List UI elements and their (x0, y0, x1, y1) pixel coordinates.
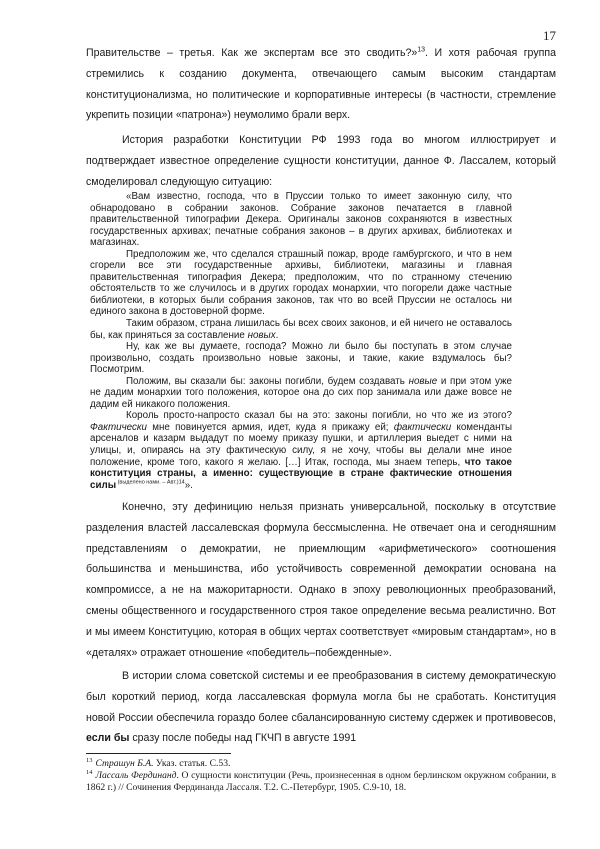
footnote-13: $^{13}$ Страшун Б.А. Указ. статья. С.53. (86, 756, 231, 769)
quote-paragraph-6: Король просто-напросто сказал бы на это: законы погибли, но что же из этого? Фактически мне повинуется армия, идет, куда я прикажу ей; фактически коменданты арсеналов и казарм выдадут по моему приказу пушки, и артиллерия выедет с ними на улицы, и, опираясь на эту фактическую силу, я не хочу, чтобы вы делали мне иное положение, кроме того, какого я желаю. […] Итак, господа, мы знаем теперь, что такое конституция страны, а именно: существующие в стране фактические отношения силы $^{(выделено нами. - Авт.)14}$». (90, 410, 513, 491)
page-number: 17 (543, 28, 556, 43)
paragraph: Правительстве – третья. Как же экспертам все это сводить?»$^{13}$. И хотя рабочая группа стремились к созданию документа, отвечающего самым высоким стандартам конституционализма, но политические и корпоративные интересы (в частности, стремление укрепить позиции «патрона») неумолимо брали верх. (86, 46, 556, 122)
quote-paragraph-2: Предположим же, что сделался страшный пожар, вроде гамбургского, и что в нем сгорели все эти государственные архивы, библиотеки, магазины и главная правительственная типография Декера; предположим, что по странному стечению обстоятельств то же случилось и в других городах монархии, что погорели даже частные библиотеки, в которых были собрания законов, так что во всей Пруссии не осталось ни единого закона в достоверной форме. (90, 248, 512, 318)
paragraph-lassalle-intro: История разработки Конституции РФ 1993 года во многом иллюстрирует и подтверждает известное определение сущности конституции, данное Ф. Лассалем, который смоделировал следующую ситуацию: (86, 134, 556, 188)
paragraph-continuation (86, 43, 556, 126)
quote-paragraph-1: «Вам известно, господа, что в Пруссии только то имеет законную силу, что обнародовано в собрании законов. Собрание законов печатается в главной правительственной типографии Декера. Оригиналы законов сохраняются в известных государственных архивах; печатные собрания законов – в других архивах, библиотеках и магазинах. (90, 191, 512, 249)
footnote-14: $^{14}$ Лассаль Фердинанд. О сущности конституции (Речь, произнесенная в одном берлинском окружном собрании, в 1862 г.) // Сочинения Фердинанда Лассаля. Т.2. С.-Петербург, 1905. С.9-10, 18. (86, 768, 556, 793)
emphasized-definition: что такое конституция страны, а именно: существующие в стране фактические отношения силы (90, 456, 512, 491)
block-quote (90, 191, 512, 491)
footnote-ref-13[interactable]: 13 (417, 46, 426, 54)
quote-paragraph-4: Ну, как же вы думаете, господа? Можно ли было бы поступать в этом случае произвольно, создать произвольно новые законы, и такие, какие вздумалось бы? Посмотрим. (90, 341, 512, 376)
paragraph-critique: Конечно, эту дефиницию нельзя признать универсальной, поскольку в отсутствие разделения властей лассалевская формула бессмысленна. Не отвечает она и сегодняшним представлениям о демократии, не приемлющим «арифметического» соотношения большинства и меньшинства, ибо устойчивость современной демократии основана на компромиссе, а не на мажоритарности. Однако в эпоху революционных преобразований, смены общественного и государственного строя такое определение весьма реалистично. Вот и мы имеем Конституцию, которая в общих чертах соответствует «мировым стандартам», но в «деталях» отражает отношение «победитель–побежденные». (86, 501, 556, 659)
quote-paragraph-3: Таким образом, страна лишилась бы всех своих законов, и ей ничего не оставалось бы, как приняться за составление новых. (90, 318, 512, 341)
paragraph-soviet-history: В истории слома советской системы и ее преобразования в систему демократическую был короткий период, когда лассалевская формула могла бы не сработать. Конституция новой России обеспечила гораздо более сбалансированную систему сдержек и противовесов, если бы сразу после победы над ГКЧП в августе 1991 (86, 670, 556, 745)
footnotes (86, 758, 556, 794)
emphasis-note[interactable]: (выделено нами. – Авт.)14 (116, 479, 185, 486)
footnote-separator (86, 753, 231, 754)
quote-paragraph-5: Положим, вы сказали бы: законы погибли, будем создавать новые и при этом уже не дадим монархии того положения, которое она до сих пор занимала или даже вовсе не дадим ей никакого положения. (90, 375, 512, 410)
